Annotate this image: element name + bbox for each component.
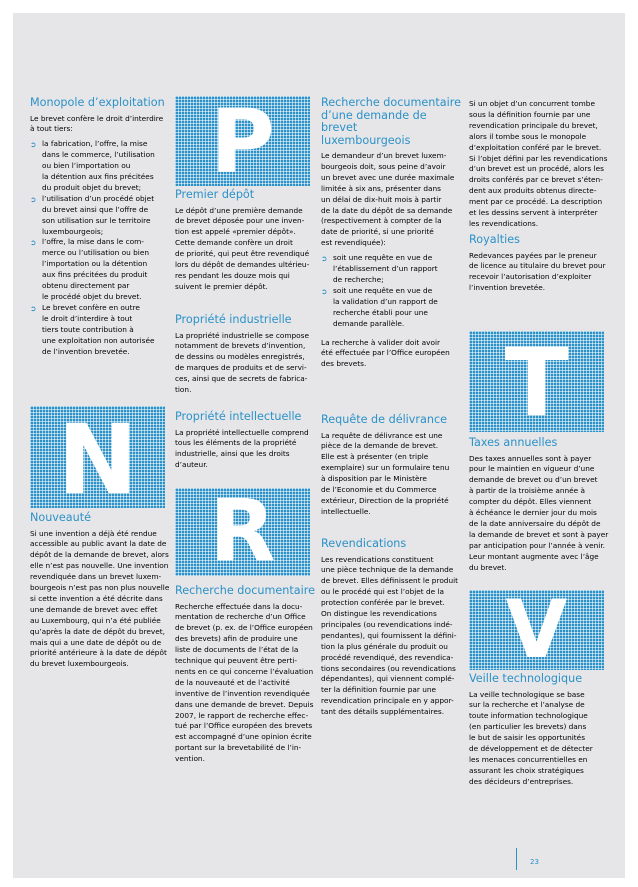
letter-block-p	[175, 96, 310, 186]
list-item: ➲ soit une requête en vue de la validation d’un rapport de recherche établi pour une demande parallèle.	[321, 285, 438, 328]
list-item: ➲ l’offre, la mise dans le com- merce ou l’utilisation ou bien l’importation ou la détention aux fins précitées du produit obtenu directement par le procédé objet du brevet.	[30, 237, 150, 301]
list-item: ➲ soit une requête en vue de l’établissement d’un rapport de recherche;	[321, 253, 438, 284]
section-recherche-lux	[321, 97, 463, 370]
text-royalties: Redevances payées par le preneur de licence au titulaire du brevet pour recevoir l’autorisation d’exploiter l’invention brevetée.	[469, 250, 606, 293]
page-number-rule	[516, 848, 517, 870]
letter-block-v	[469, 590, 604, 670]
letter-p: P	[210, 96, 275, 186]
arrow-icon: ➲	[30, 303, 37, 313]
letter-block-t	[469, 331, 604, 432]
heading-nouveaute: Nouveauté	[30, 511, 92, 524]
arrow-icon: ➲	[30, 140, 37, 150]
text-recherche-documentaire: Recherche effectuée dans la docu- mentation de recherche d’un Office de brevet (p. ex. de l’Office européen des brevets) afin de produire une liste de documents de l’état de la technique qui peuvent être perti- nents en ce qui concerne l’évaluation de la nouveauté et de l’activité inventive de l’invention revendiquée dans une demande de brevet. Depuis 2007, le rapport de recherche effec- tué par l’Office européen des brevets est accompagné d’une opinion écrite portant sur la brevetabilité de l’in- vention.	[175, 601, 314, 764]
heading-recherche-documentaire: Recherche documentaire	[175, 584, 315, 597]
text-recherche-lux-2: La recherche à valider doit avoir été effectuée par l’Office européen des brevets.	[321, 337, 450, 369]
text-nouveaute: Si une invention a déjà été rendue accessible au public avant la date de dépôt de la demande de brevet, alors elle n’est pas nouvelle. Une invention revendiquée dans un brevet luxem- bourgeois n’est pas non plus nouvelle si cette invention a été décrite dans une demande de brevet avec effet au Luxembourg, qui n’a été publiée qu’après la date de dépôt du brevet, mais qui a une date de dépôt ou de priorité antérieure à la date de dépôt du brevet luxembourgeois.	[30, 528, 170, 669]
letter-v: V	[505, 590, 568, 670]
text-premier-depot: Le dépôt d’une première demande de brevet déposée pour une inven- tion est appelé «premier dépôt». Cette demande confère un droit de priorité, qui peut être revendiqué lors du dépôt de demandes ultérieu- res pendant les douze mois qui suivent le premier dépôt.	[175, 205, 310, 291]
text-monopole: Le brevet confère le droit d’interdire à tout tiers:	[30, 113, 164, 134]
section-propriete-industrielle	[175, 314, 315, 396]
list-item: ➲ Le brevet confère en outre le droit d’interdire à tout tiers toute contribution à une exploitation non autorisée de l’invention brevetée.	[30, 302, 155, 356]
list-recherche-lux	[321, 253, 463, 329]
heading-veille-technologique: Veille technologique	[469, 672, 583, 685]
section-propriete-intellectuelle	[175, 411, 315, 471]
section-revendications	[321, 538, 463, 718]
heading-propriete-intellectuelle: Propriété intellectuelle	[175, 410, 302, 423]
page-number: 23	[530, 858, 539, 866]
section-concurrent	[469, 99, 611, 230]
section-monopole	[30, 97, 170, 357]
list-item: ➲ l’utilisation d’un procédé objet du brevet ainsi que l’offre de son utilisation sur le territoire luxembourgeois;	[30, 193, 155, 236]
text-concurrent: Si un objet d’un concurrent tombe sous la définition fournie par une revendication principale du brevet, alors il tombe sous le monopole d’exploitation conféré par le brevet. Si l’objet défini par les revendications d’un brevet est un procédé, alors les droits conférés par ce brevet s’éten- dent aux produits obtenus directe- ment par ce procédé. La description et les dessins servent à interpréter les revendications.	[469, 99, 608, 228]
text-taxes-annuelles: Des taxes annuelles sont à payer pour le maintien en vigueur d’une demande de brevet ou d’un brevet à partir de la troisième année à compter du dépôt. Elles viennent à échéance le dernier jour du mois de la date anniversaire du dépôt de la demande de brevet et sont à payer par anticipation pour l’année à venir. Leur montant augmente avec l’âge du brevet.	[469, 453, 609, 572]
section-veille-technologique	[469, 673, 611, 788]
list-item: ➲ la fabrication, l’offre, la mise dans le commerce, l’utilisation ou bien l’importation ou la détention aux fins précitées du produit objet du brevet;	[30, 139, 155, 192]
letter-block-r	[175, 488, 310, 576]
letter-block-n	[30, 406, 165, 508]
text-revendications: Les revendications constituent une pièce technique de la demande de brevet. Elles définissent le produit ou le procédé qui est l’objet de la protection conférée par le brevet. On distingue les revendications principales (ou revendications indé- pendantes), qui fournissent la défini- tion la plus générale du produit ou procédé revendiqué, des revendica- tions secondaires (ou revendications dépendantes), qui viennent complé- ter la définition fournie par une revendication principale en y appor- tant des détails supplémentaires.	[321, 554, 459, 717]
section-royalties	[469, 234, 611, 294]
arrow-icon: ➲	[30, 238, 37, 248]
section-taxes-annuelles	[469, 437, 611, 573]
letter-r: R	[209, 488, 276, 576]
heading-requete-delivrance: Requête de délivrance	[321, 413, 447, 426]
text-propriete-industrielle: La propriété industrielle se compose notamment de brevets d’invention, de dessins ou modèles enregistrés, de marques de produits et de servi- ces, ainsi que de secrets de fabrica- tion.	[175, 330, 309, 395]
section-recherche-documentaire	[175, 585, 315, 765]
heading-premier-depot: Premier dépôt	[175, 188, 255, 201]
heading-royalties: Royalties	[469, 233, 520, 246]
heading-recherche-lux: Recherche documentaire d’une demande de brevet luxembourgeois	[321, 96, 461, 147]
text-veille-technologique: La veille technologique se base sur la recherche et l’analyse de toute information technologique (en particulier les brevets) dans le but de saisir les opportunités de développement et de détecter les menaces concurrentielles en assurant les choix stratégiques des décideurs d’entreprises.	[469, 689, 593, 786]
heading-revendications: Revendications	[321, 537, 407, 550]
letter-n: N	[57, 406, 138, 508]
letter-t: T	[504, 331, 569, 432]
arrow-icon: ➲	[321, 254, 328, 264]
section-premier-depot	[175, 189, 315, 293]
heading-monopole: Monopole d’exploitation	[30, 96, 165, 109]
text-recherche-lux: Le demandeur d’un brevet luxem- bourgeois doit, sous peine d’avoir un brevet avec une durée maximale limitée à six ans, présenter dans un délai de dix-huit mois à partir de la date du dépôt de sa demande (respectivement à compter de la date de priorité, si une priorité est revendiquée):	[321, 151, 455, 248]
section-requete-delivrance	[321, 414, 463, 518]
list-monopole	[30, 139, 170, 357]
arrow-icon: ➲	[321, 286, 328, 296]
section-nouveaute	[30, 512, 170, 670]
text-propriete-intellectuelle: La propriété intellectuelle comprend tous les éléments de la propriété industrielle, ainsi que les droits d’auteur.	[175, 427, 309, 470]
arrow-icon: ➲	[30, 194, 37, 204]
heading-taxes-annuelles: Taxes annuelles	[469, 436, 558, 449]
heading-propriete-industrielle: Propriété industrielle	[175, 313, 292, 326]
text-requete-delivrance: La requête de délivrance est une pièce de la demande de brevet. Elle est à présenter (en triple exemplaire) sur un formulaire tenu à disposition par le Ministère de l’Economie et du Commerce extérieur, Direction de la propriété intellectuelle.	[321, 430, 450, 516]
